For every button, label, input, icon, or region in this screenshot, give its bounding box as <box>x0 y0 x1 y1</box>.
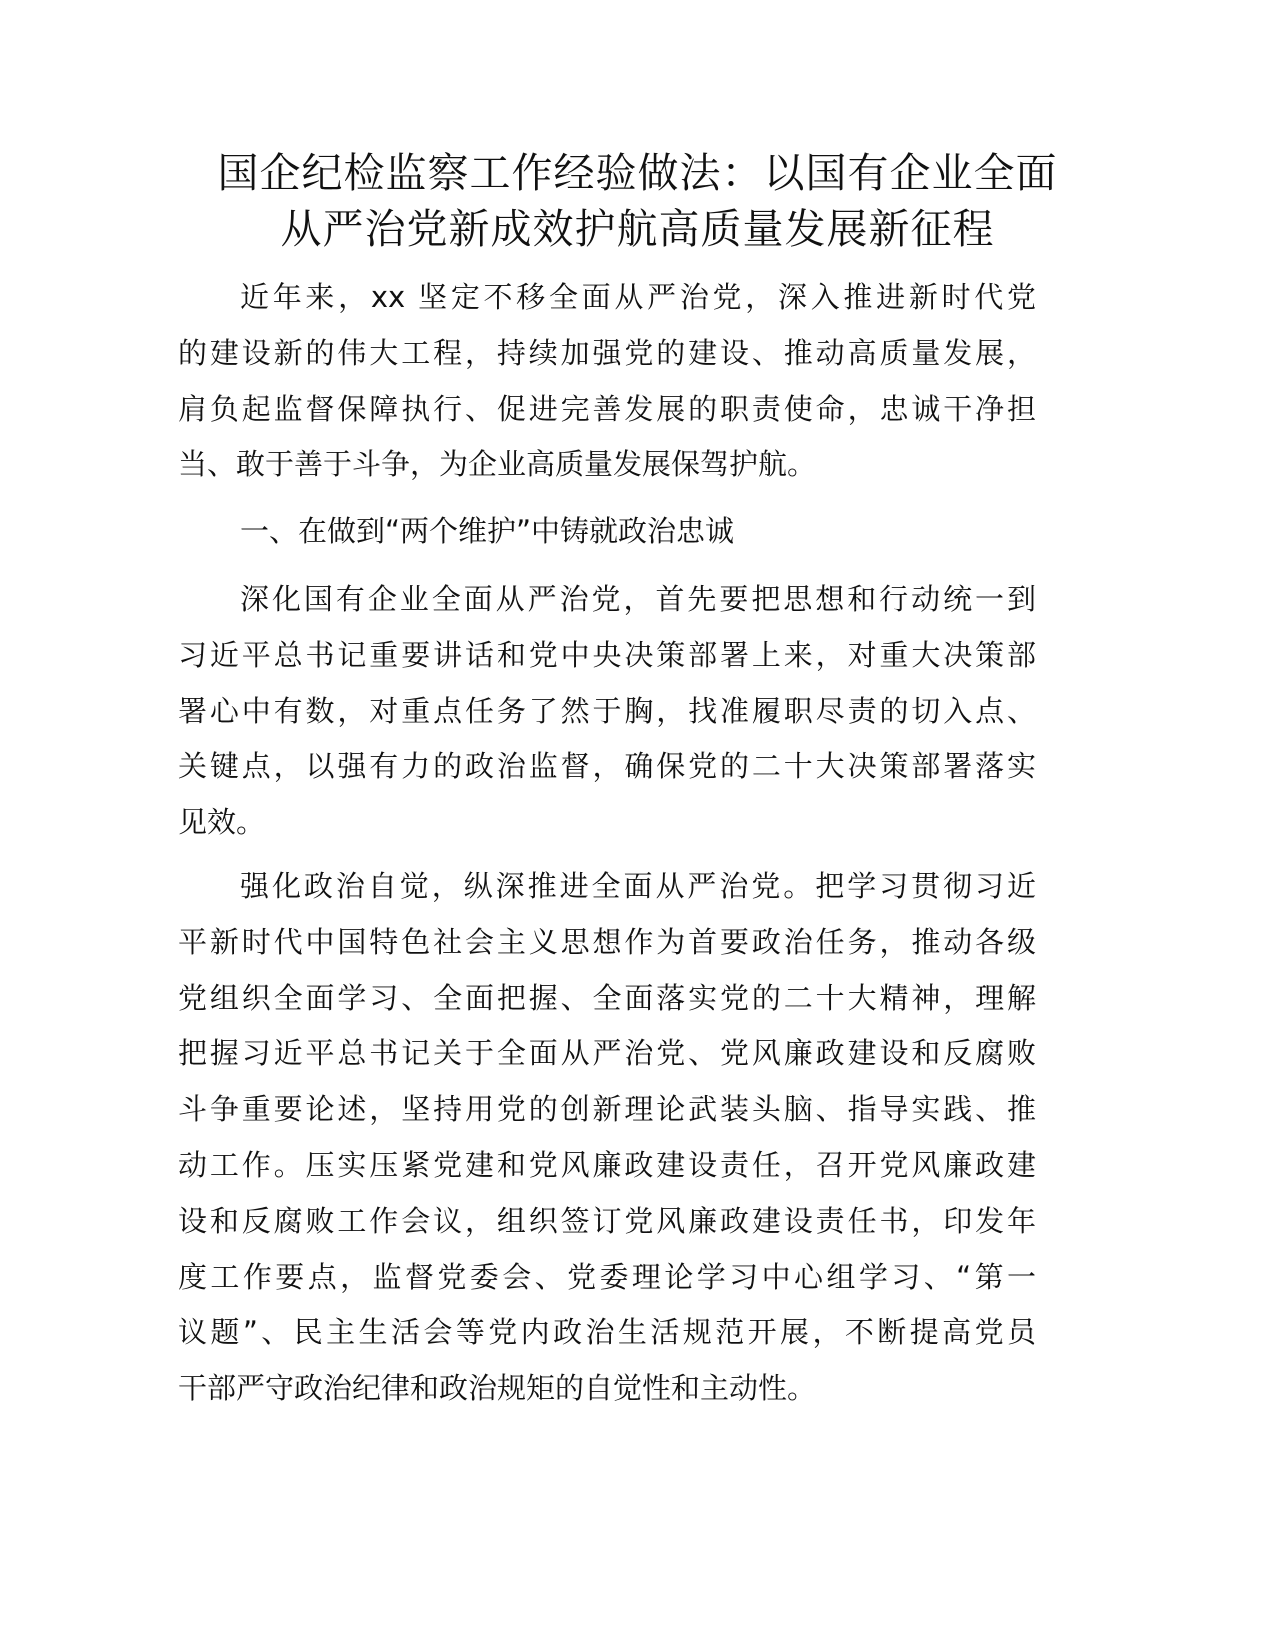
text-line: 平新时代中国特色社会主义思想作为首要政治任务，推动各级 <box>178 924 1036 959</box>
title-line: 从严治党新成效护航高质量发展新征程 <box>280 205 995 253</box>
text-line: 动工作。压实压紧党建和党风廉政建设责任，召开党风廉政建 <box>178 1147 1036 1182</box>
paragraph-3 <box>178 859 1036 1417</box>
paragraph-intro <box>178 270 1036 493</box>
document-title <box>150 145 1125 257</box>
text-line: 习近平总书记重要讲话和党中央决策部署上来，对重大决策部 <box>178 637 1036 672</box>
text-line: 把握习近平总书记关于全面从严治党、党风廉政建设和反腐败 <box>178 1036 1036 1071</box>
text-line: 见效。 <box>178 805 266 840</box>
section-heading <box>178 504 1036 560</box>
text-line: 的建设新的伟大工程，持续加强党的建设、推动高质量发展， <box>178 335 1036 370</box>
text-line: 议题”、民主生活会等党内政治生活规范开展，不断提高党员 <box>178 1315 1036 1350</box>
paragraph-2 <box>178 572 1036 851</box>
text-line: 肩负起监督保障执行、促进完善发展的职责使命，忠诚干净担 <box>178 391 1036 426</box>
text-line: 关键点，以强有力的政治监督，确保党的二十大决策部署落实 <box>178 749 1036 784</box>
text-line: 党组织全面学习、全面把握、全面落实党的二十大精神，理解 <box>178 980 1036 1015</box>
heading-line: 一、在做到“两个维护”中铸就政治忠诚 <box>240 514 735 548</box>
text-line: 度工作要点，监督党委会、党委理论学习中心组学习、“第一 <box>178 1259 1036 1294</box>
text-line: 设和反腐败工作会议，组织签订党风廉政建设责任书，印发年 <box>178 1203 1036 1238</box>
title-line: 国企纪检监察工作经验做法：以国有企业全面 <box>217 149 1058 197</box>
text-line: 近年来，xx 坚定不移全面从严治党，深入推进新时代党 <box>240 280 1036 314</box>
text-line: 斗争重要论述，坚持用党的创新理论武装头脑、指导实践、推 <box>178 1092 1036 1127</box>
text-line: 强化政治自觉，纵深推进全面从严治党。把学习贯彻习近 <box>240 869 1036 903</box>
text-line: 署心中有数，对重点任务了然于胸，找准履职尽责的切入点、 <box>178 693 1036 728</box>
text-line: 当、敢于善于斗争，为企业高质量发展保驾护航。 <box>178 447 817 482</box>
text-line: 深化国有企业全面从严治党，首先要把思想和行动统一到 <box>240 582 1036 616</box>
text-line: 干部严守政治纪律和政治规矩的自觉性和主动性。 <box>178 1371 817 1406</box>
